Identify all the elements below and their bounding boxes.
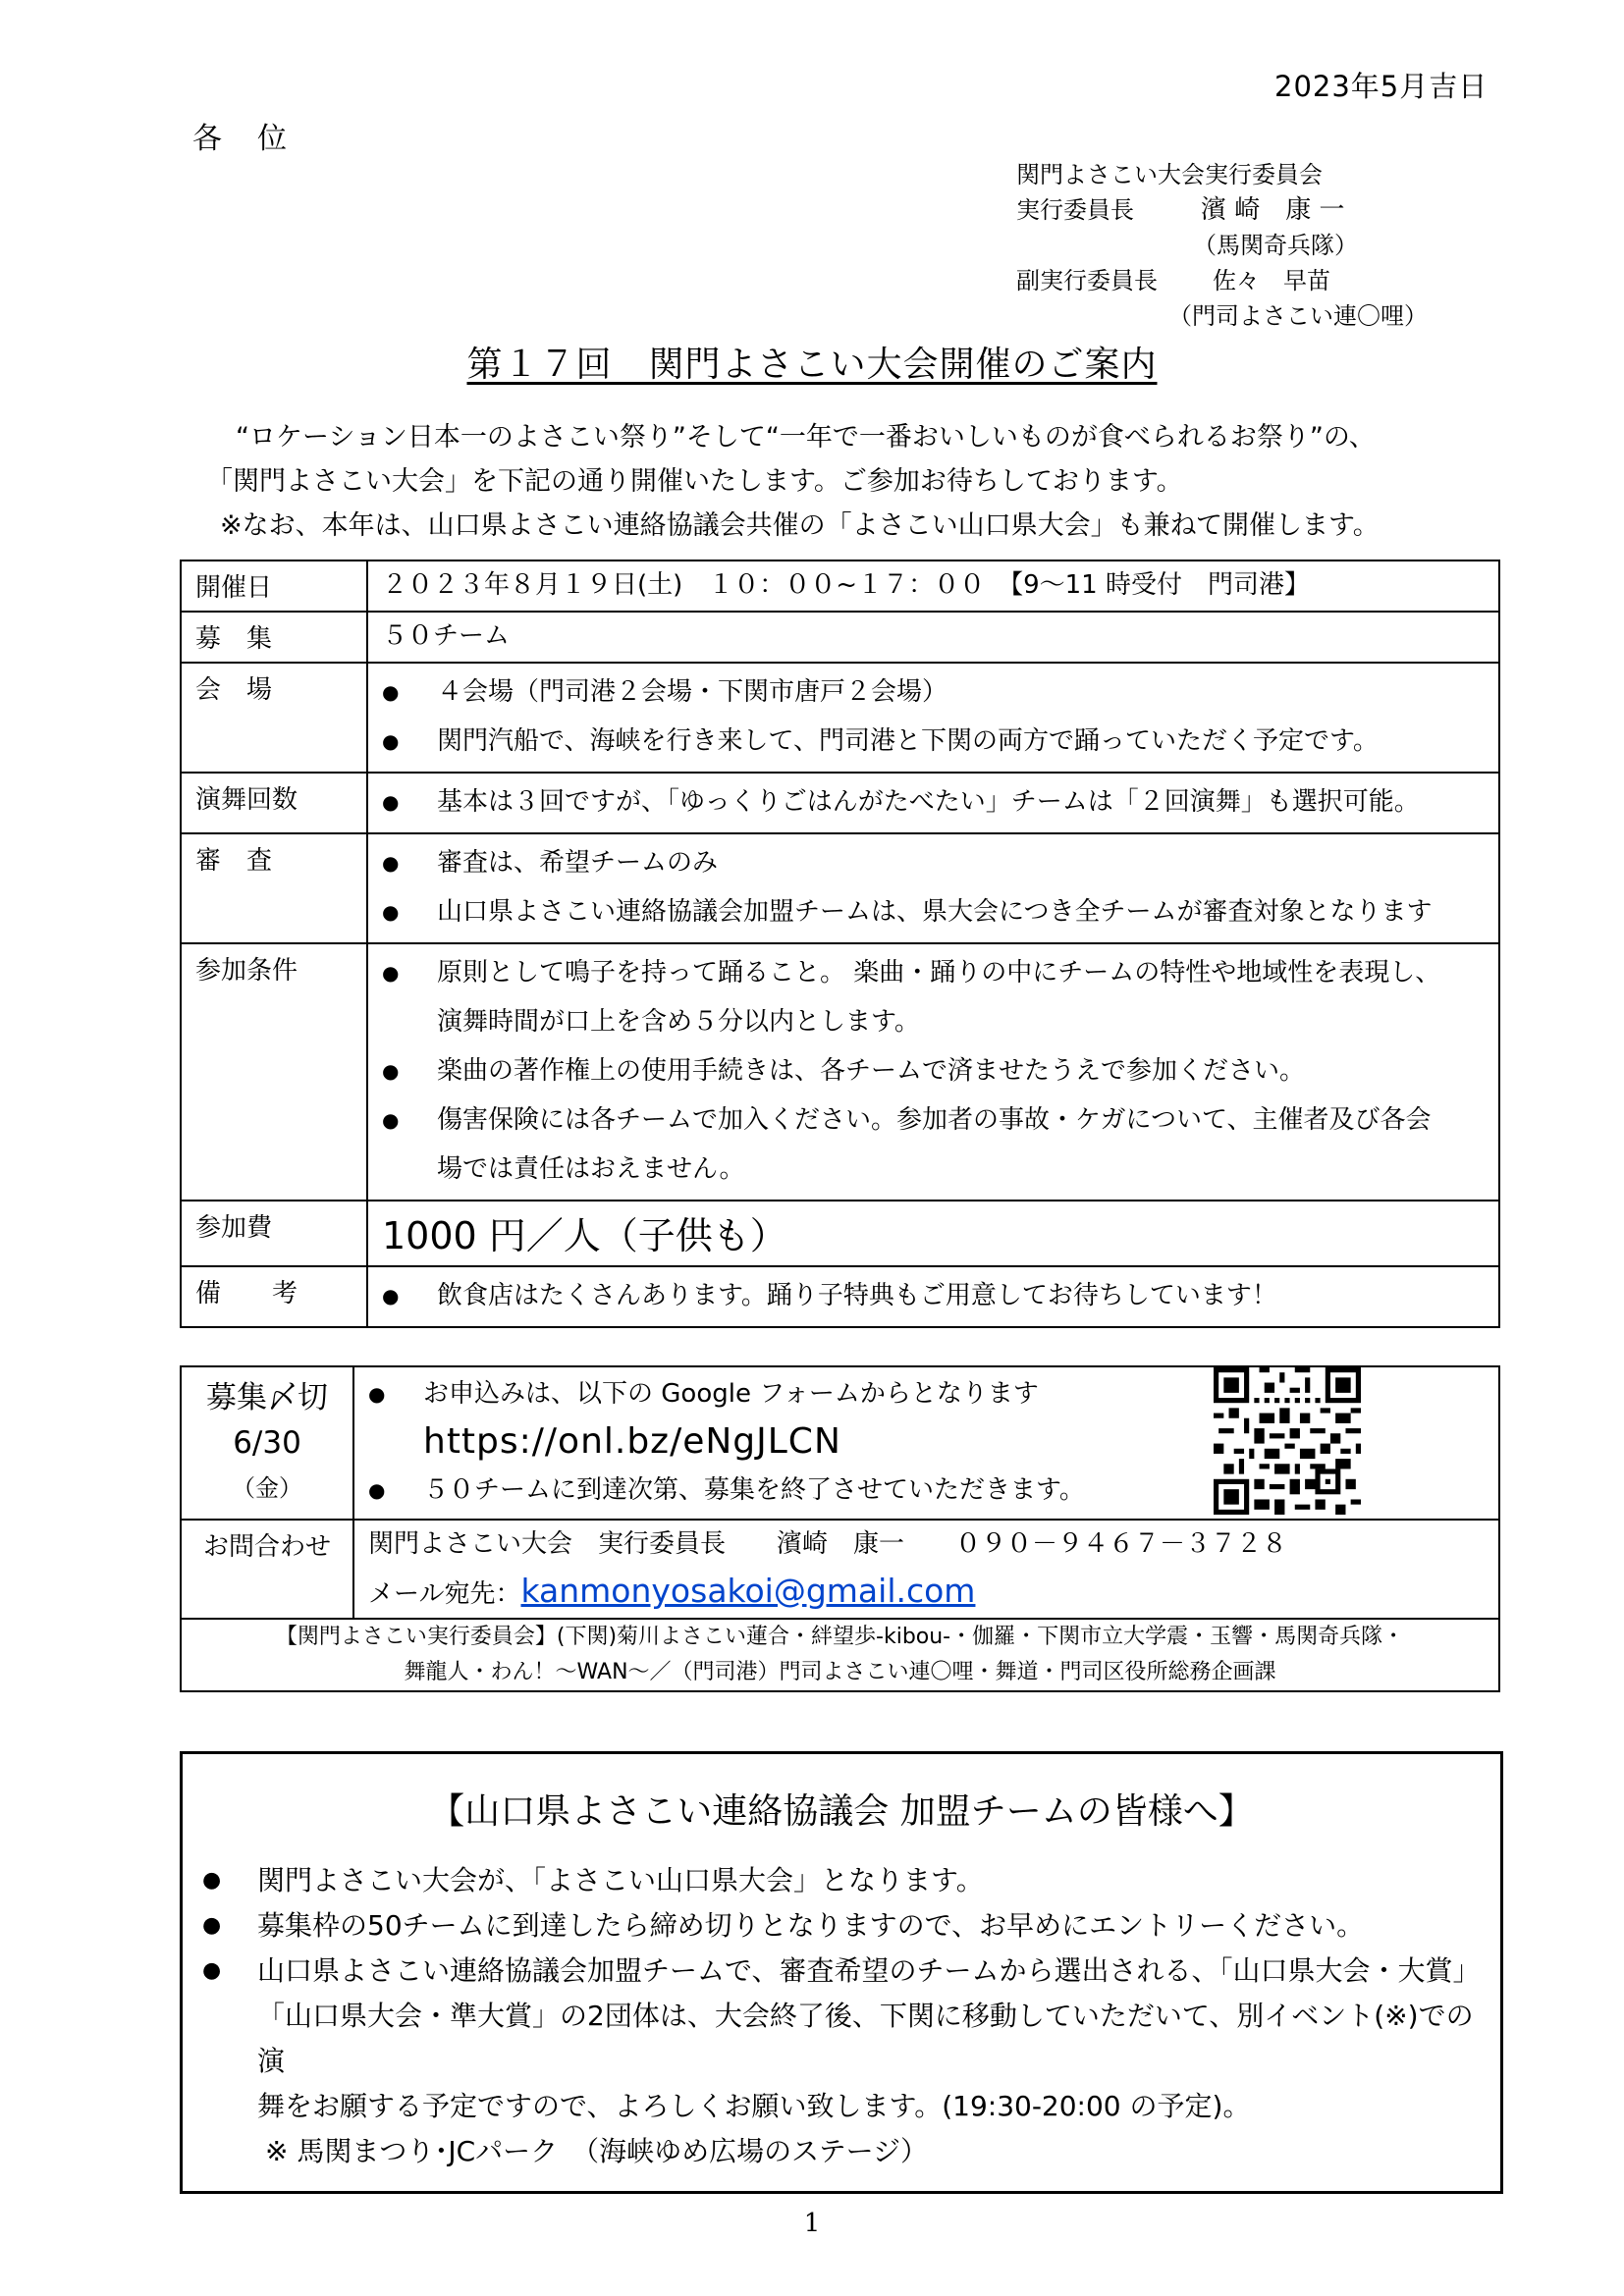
document-date: 2023年5月吉日 — [1274, 70, 1489, 103]
deadline-date: 6/30 — [233, 1425, 301, 1461]
table-row — [181, 1201, 1499, 1266]
performance-label: 演舞回数 — [181, 773, 367, 833]
list-item: ● 募集枠の50チームに到達したら締め切りとなりますので、お早めにエントリーください。 — [202, 1903, 1500, 1949]
deadline-cell — [181, 1366, 353, 1520]
list-item: ● 飲食店はたくさんあります。踊り子特典もご用意してお待ちしています！ — [382, 1271, 1489, 1320]
committee-members — [181, 1619, 1499, 1691]
list-item: ● ４会場（門司港２会場・下関市唐戸２会場） — [382, 667, 1489, 717]
intro-text — [206, 415, 1380, 548]
deadline-label: 募集〆切 — [206, 1380, 328, 1415]
notice-list — [202, 1858, 1500, 2174]
page-title: 第１７回 関門よさこい大会開催のご案内 — [466, 345, 1158, 385]
table-row — [181, 1266, 1499, 1327]
list-item: ● 審査は、希望チームのみ — [382, 838, 1489, 887]
list-item — [382, 948, 1489, 1046]
deadline-day: （金） — [232, 1474, 302, 1502]
table-row — [181, 612, 1499, 663]
chair-role: 実行委員長 — [1016, 196, 1134, 224]
email-link[interactable]: kanmonyosakoi@gmail.com — [520, 1572, 976, 1610]
list-item: ● 山口県よさこい連絡協議会加盟チームは、県大会につき全チームが審査対象となります — [382, 887, 1489, 936]
recruit-label: 募 集 — [181, 612, 367, 663]
condition-line: ● 傷害保険には各チームで加入ください。参加者の事故・ケガについて、主催者及び各会 — [437, 1105, 1432, 1135]
committee-members-line: 舞龍人・わん！～WAN～／（門司港）門司よさこい連〇哩・舞道・門司区役所総務企画課 — [404, 1660, 1276, 1684]
intro-line: 「関門よさこい大会」を下記の通り開催いたします。ご参加お待ちしております。 — [206, 466, 1183, 497]
table-row — [181, 561, 1499, 612]
vice-chair-team: （門司よさこい連〇哩） — [1168, 302, 1428, 330]
venue-label: 会 場 — [181, 663, 367, 773]
date-value: ２０２３年８月１９日(土) １０：００~１７：００ 【9～11 時受付 門司港】 — [367, 561, 1499, 612]
notice-line: 舞をお願する予定ですので、よろしくお願い致します。(19:30-20:00 の予定)。 — [257, 2090, 1251, 2122]
page-number: 1 — [803, 2209, 821, 2238]
qr-code-icon[interactable] — [1214, 1367, 1361, 1515]
apply-cell — [353, 1366, 1499, 1520]
list-item — [382, 1046, 1489, 1095]
date-label: 開催日 — [181, 561, 367, 612]
apply-instructions: ● お申込みは、以下の Google フォームからとなります — [368, 1371, 1489, 1416]
notice-footnote: ※ 馬関まつり･JCパーク （海峡ゆめ広場のステージ） — [265, 2135, 929, 2167]
vice-chair-name: 佐々 早苗 — [1213, 267, 1330, 294]
list-item — [202, 1949, 1500, 2129]
condition-line: ● 原則として鳴子を持って踊ること。 楽曲・踊りの中にチームの特性や地域性を表現し、 — [437, 958, 1441, 988]
table-row — [181, 833, 1499, 943]
table-row — [181, 663, 1499, 773]
table-row — [181, 1520, 1499, 1619]
contact-phone-line: 関門よさこい大会 実行委員長 濱崎 康一 ０９０－９４６７－３７２８ — [368, 1529, 1288, 1559]
vice-chair-role: 副実行委員長 — [1016, 267, 1158, 294]
mail-line — [354, 1568, 1498, 1618]
chair-name: 濱 崎 康 一 — [1201, 195, 1345, 225]
condition-line: ● 楽曲の著作権上の使用手続きは、各チームで済ませたうえで参加ください。 — [437, 1056, 1306, 1086]
notice-box — [180, 1751, 1503, 2194]
notice-title: 【山口県よさこい連絡協議会 加盟チームの皆様へ】 — [429, 1791, 1254, 1832]
contact-label: お問合わせ — [181, 1520, 353, 1619]
condition-line: 演舞時間が口上を含め５分以内とします。 — [437, 1007, 920, 1037]
table-row — [181, 773, 1499, 833]
intro-line: ※なお、本年は、山口県よさこい連絡協議会共催の「よさこい山口県大会」も兼ねて開催します。 — [220, 510, 1380, 541]
notice-line: ● 山口県よさこい連絡協議会加盟チームで、審査希望のチームから選出される、「山口県大会・大賞」 — [257, 1954, 1481, 1987]
list-item: ● 関門汽船で、海峡を行き来して、門司港と下関の両方で踊っていただく予定です。 — [382, 717, 1489, 766]
notes-label: 備 考 — [181, 1266, 367, 1327]
event-info-table — [180, 560, 1500, 1328]
addressee: 各位 — [192, 122, 322, 156]
intro-line: “ロケーション日本一のよさこい祭り”そして“一年で一番おいしいものが食べられるお祭り”の、 — [236, 422, 1376, 453]
committee-members-line: 【関門よさこい実行委員会】(下関)菊川よさこい蓮合・絆望歩-kibou-・伽羅・下関市立大学震・玉響・馬関奇兵隊・ — [275, 1625, 1405, 1649]
recruit-value: ５０チーム — [367, 612, 1499, 663]
closing-notice: ● ５０チームに到達次第、募集を終了させていただきます。 — [368, 1468, 1489, 1513]
chair-team: （馬関奇兵隊） — [1193, 232, 1358, 259]
table-row — [181, 943, 1499, 1201]
application-url-link[interactable]: https://onl.bz/eNgJLCN — [423, 1421, 841, 1462]
list-item: ● 関門よさこい大会が、「よさこい山口県大会」となります。 — [202, 1858, 1500, 1903]
contact-cell — [353, 1520, 1499, 1619]
fee-label: 参加費 — [181, 1201, 367, 1266]
list-item — [382, 1095, 1489, 1194]
mail-label: メール宛先： — [368, 1579, 521, 1609]
table-row — [181, 1619, 1499, 1691]
committee-name: 関門よさこい大会実行委員会 — [1016, 161, 1323, 188]
application-table — [180, 1365, 1500, 1692]
condition-line: 場では責任はおえません。 — [437, 1154, 745, 1184]
table-row — [181, 1366, 1499, 1520]
conditions-label: 参加条件 — [181, 943, 367, 1201]
notice-line: 「山口県大会・準大賞」の2団体は、大会終了後、下関に移動していただいて、別イベント(※)での演 — [257, 2000, 1474, 2077]
judging-label: 審 査 — [181, 833, 367, 943]
fee-value: 1000 円／人（子供も） — [367, 1201, 1499, 1266]
list-item: ● 基本は３回ですが、「ゆっくりごはんがたべたい」チームは「２回演舞」も選択可能。 — [382, 777, 1489, 827]
